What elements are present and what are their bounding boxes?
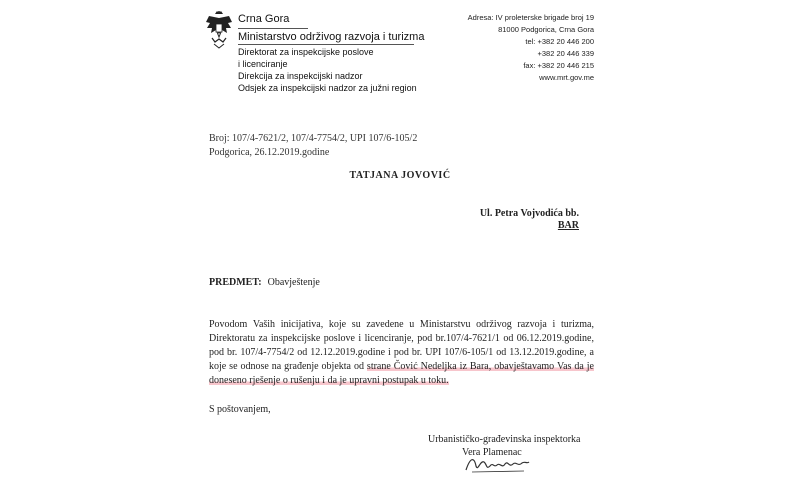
address-line: +382 20 446 339 (537, 49, 594, 58)
unit-line: Direkcija za inspekcijski nadzor (238, 71, 363, 81)
subject-label: PREDMET: (209, 277, 262, 288)
subject-text: Obavještenje (267, 277, 320, 288)
handwritten-signature (462, 452, 532, 476)
letterhead (200, 4, 600, 114)
unit-line: Odsjek za inspekcijski nadzor za južni region (238, 83, 417, 93)
recipient-city: BAR (557, 220, 579, 231)
place-date: Podgorica, 26.12.2019.godine (209, 147, 330, 158)
letter-body (209, 318, 594, 388)
unit-line: i licenciranje (238, 59, 288, 69)
address-block (468, 12, 594, 84)
address-line: 81000 Podgorica, Crna Gora (498, 25, 594, 34)
organization-block (238, 12, 424, 94)
unit-line: Direktorat za inspekcijske poslove (238, 47, 374, 57)
address-line: www.mrt.gov.me (539, 73, 594, 82)
subject-line (209, 277, 320, 288)
address-line: tel: +382 20 446 200 (525, 37, 594, 46)
body-text: Povodom Vaših inicijativa, koje su zavedene u Ministarstvu održivog razvoja i turizma, Direktoratu za inspekcijske poslove i licenciranje, pod br.107/4-7621/1 od 06.12.2019.godine, pod br. 107/4-7754/2 od 12.12.2019.godine i pod br. UPI 107/6-105/1 od 13.12.2019.godine, a koje se odnose na građenje objekta od (209, 319, 594, 372)
letterhead-divider (238, 28, 308, 29)
reference-block (209, 132, 417, 160)
recipient-street: Ul. Petra Vojvodića bb. (479, 208, 579, 219)
signatory-name: Vera Plamenac (462, 447, 522, 458)
coat-of-arms-icon (204, 10, 234, 50)
ministry-name: Ministarstvo održivog razvoja i turizma (238, 31, 425, 43)
highlighted-text: strane Čović Nedeljka iz Bara, obavještavamo Vas da je doneseno rješenje o rušenju i da je upravni postupak u toku. (209, 361, 594, 386)
reference-number: Broj: 107/4-7621/2, 107/4-7754/2, UPI 107/6-105/2 (209, 133, 418, 144)
letterhead-divider (238, 44, 414, 45)
address-line: Adresa: IV proleterske brigade broj 19 (467, 13, 594, 22)
signatory-title: Urbanističko-građevinska inspektorka (428, 434, 581, 445)
closing-salutation: S poštovanjem, (209, 404, 271, 415)
recipient-name: TATJANA JOVOVIĆ (349, 170, 451, 181)
address-line: fax: +382 20 446 215 (523, 61, 594, 70)
country-name: Crna Gora (238, 13, 290, 25)
